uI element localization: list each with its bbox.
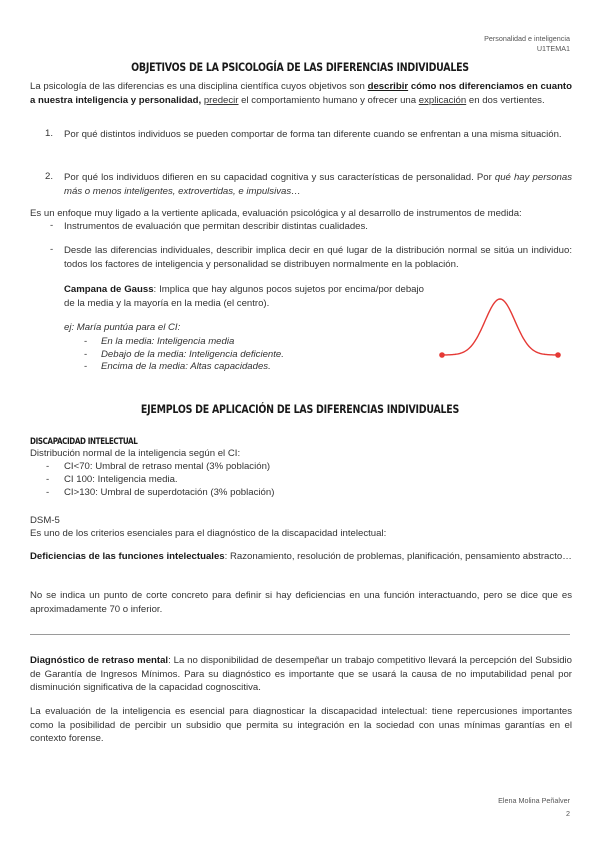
retraso-paragraph (30, 654, 572, 695)
question-2-text-main: Por qué los individuos difieren en su capacidad cognitiva y sus características de personalidad. Por (64, 172, 495, 183)
corte-paragraph: No se indica un punto de corte concreto para definir si hay deficiencias en una función interactuando, pero se dice que es aproximadamente 70 o inferior. (30, 590, 572, 615)
deficiencias-text: : Razonamiento, resolución de problemas, planificación, pensamiento abstracto… (224, 551, 572, 562)
page-footer (498, 794, 570, 820)
dsm-label: DSM-5 (30, 515, 60, 526)
question-2-text (64, 171, 572, 198)
predecir-word: predecir (203, 94, 239, 106)
retraso-label: Diagnóstico de retraso mental (30, 655, 169, 666)
bell-curve-graphic (436, 295, 566, 363)
retraso-text: : La no disponibilidad de desempeñar un trabajo competitivo llevará la percepción del Subsidio de Garantía de Ingresos Mínimos. Para su diagnóstico es importante que se usará la causa de no imputabilidad penal por disminución significativa de la capacidad cognoscitiva. (30, 655, 573, 694)
gauss-item-1-text: En la media: Inteligencia media (101, 336, 235, 347)
section-title-objetivos: OBJETIVOS DE LA PSICOLOGÍA DE LAS DIFERENCIAS INDIVIDUALES (131, 60, 469, 74)
deficiencias-paragraph (30, 550, 572, 564)
gauss-item-3-text: Encima de la media: Altas capacidades. (101, 361, 271, 372)
applied-item-1-text: Instrumentos de evaluación que permitan describir distintas cualidades. (64, 221, 368, 232)
ci-item-2-text: CI 100: Inteligencia media. (64, 474, 178, 485)
gauss-example (64, 322, 180, 333)
header-unit: U1TEMA1 (536, 44, 570, 53)
bell-curve-line (442, 299, 558, 355)
intro-text-4: en dos vertientes. (466, 94, 545, 106)
page-header (484, 34, 570, 54)
dash-marker: - (46, 474, 50, 485)
deficiencias-label: Deficiencias de las funciones intelectuales (30, 551, 225, 562)
explicacion-word: explicación (418, 94, 467, 106)
applied-item-2-text: Desde las diferencias individuales, describir implica decir en qué lugar de la distribución normal se sitúa un individuo: todos los factores de inteligencia y personalidad se distribuyen normalmente en la población. (64, 245, 572, 270)
dash-marker: - (84, 336, 88, 347)
dsm-text: Es uno de los criterios esenciales para el diagnóstico de la discapacidad intelectual: (30, 528, 387, 539)
section-divider (30, 634, 570, 635)
bell-curve-left-dot (439, 352, 445, 358)
header-subject: Personalidad e inteligencia (484, 34, 570, 43)
page-number: 2 (566, 809, 570, 818)
dash-marker: - (50, 244, 54, 255)
discapacidad-heading: DISCAPACIDAD INTELECTUAL (30, 436, 138, 446)
intro-paragraph (30, 80, 572, 107)
dash-marker: - (46, 487, 50, 498)
gauss-label: Campana de Gauss (64, 284, 154, 295)
intro-text-1: La psicología de las diferencias es una disciplina científica cuyos objetivos son (30, 81, 368, 92)
dash-marker: - (46, 461, 50, 472)
gauss-paragraph (64, 283, 424, 310)
question-2-number: 2. (45, 171, 54, 182)
dash-marker: - (84, 361, 88, 372)
dash-marker: - (84, 348, 88, 360)
section-title-ejemplos: EJEMPLOS DE APLICACIÓN DE LAS DIFERENCIAS INDIVIDUALES (140, 402, 460, 416)
gauss-item-2-text: Debajo de la media: Inteligencia deficiente. (101, 348, 284, 360)
footer-author: Elena Molina Peñalver (498, 796, 570, 805)
applied-intro: Es un enfoque muy ligado a la vertiente aplicada, evaluación psicológica y al desarrollo de instrumentos de medida: (30, 208, 522, 219)
intro-text-3: el comportamiento humano y ofrecer una (238, 94, 419, 106)
intro-bold: cómo nos diferenciamos en cuanto a nuestra inteligencia y personalidad, (30, 81, 572, 106)
discapacidad-intro: Distribución normal de la inteligencia según el CI: (30, 448, 241, 459)
evaluacion-paragraph: La evaluación de la inteligencia es esencial para diagnosticar la discapacidad intelectual: tiene repercusiones importantes como la posibilidad de percibir un subsidio que permita su integración en la sociedad con unas mínimas garantías en el contexto forense. (30, 706, 572, 745)
bell-curve-right-dot (555, 352, 561, 358)
describir-word: describir (367, 81, 409, 92)
dash-marker: - (50, 220, 54, 231)
ci-item-1-text: CI<70: Umbral de retraso mental (3% población) (64, 461, 271, 472)
gauss-text: : Implica que hay algunos pocos sujetos por encima/por debajo de la media y la mayoría en la media (el centro). (64, 284, 424, 309)
question-1-text: Por qué distintos individuos se pueden comportar de forma tan diferente cuando se enfrentan a una misma situación. (64, 129, 562, 140)
question-2-text-italic: qué hay personas más o menos inteligentes, extrovertidas, e impulsivas… (64, 172, 572, 197)
question-1-number: 1. (45, 128, 54, 139)
ci-item-3-text: CI>130: Umbral de superdotación (3% población) (64, 487, 275, 498)
gauss-example-text: ej: María puntúa para el CI: (64, 322, 181, 333)
